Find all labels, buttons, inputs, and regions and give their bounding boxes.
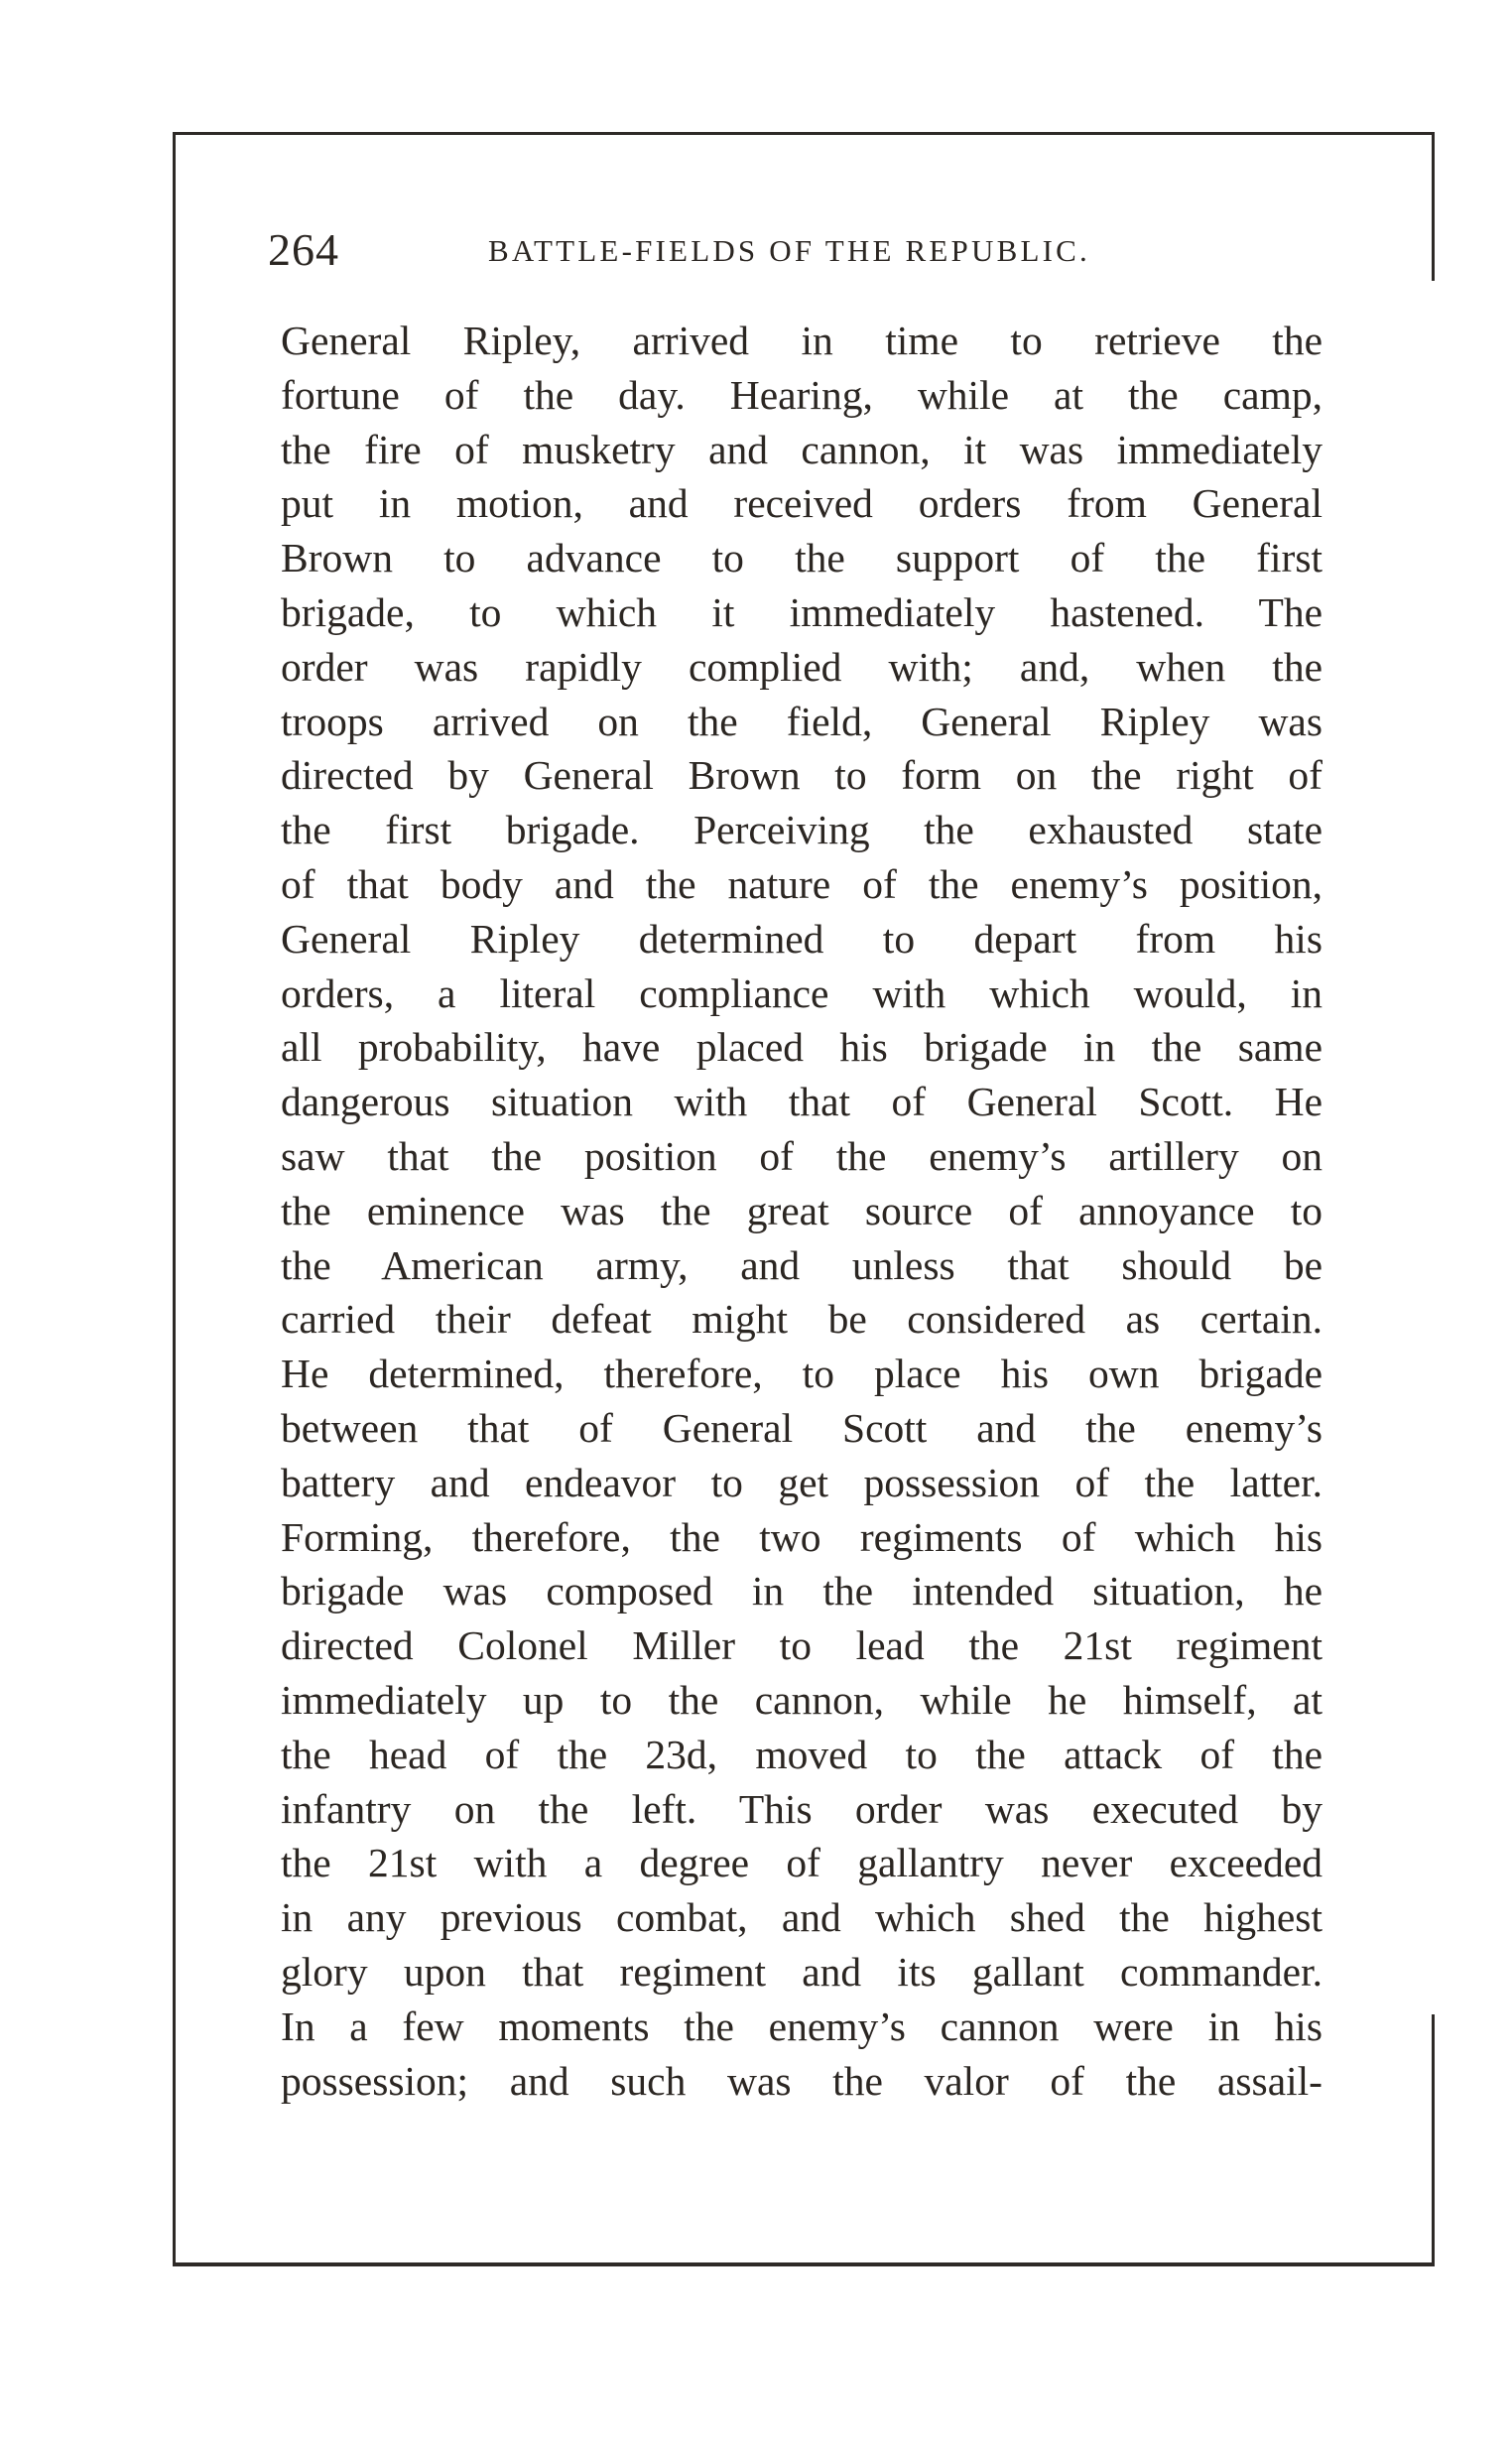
text-line: In a few moments the enemy’s cannon were in his — [281, 2002, 1323, 2049]
text-line: brigade was composed in the intended situation, he — [281, 1568, 1323, 1614]
text-line: the fire of musketry and cannon, it was immediately — [281, 426, 1323, 472]
text-line: saw that the position of the enemy’s artillery on — [281, 1132, 1323, 1179]
text-line: Forming, therefore, the two regiments of which his — [281, 1513, 1323, 1560]
text-line: dangerous situation with that of General Scott. He — [281, 1079, 1323, 1125]
text-line: between that of General Scott and the enemy’s — [281, 1404, 1323, 1451]
text-line: He determined, therefore, to place his own brigade — [281, 1351, 1323, 1397]
page-border-bottom — [173, 2262, 1435, 2266]
text-line: infantry on the left. This order was executed by — [281, 1785, 1323, 1832]
text-line: orders, a literal compliance with which would, in — [281, 969, 1323, 1016]
text-line: carried their defeat might be considered as certain. — [281, 1296, 1323, 1343]
text-line: fortune of the day. Hearing, while at the camp, — [281, 371, 1323, 418]
text-line: the 21st with a degree of gallantry never exceeded — [281, 1840, 1323, 1886]
page-header — [268, 220, 1409, 280]
text-line: the head of the 23d, moved to the attack of the — [281, 1731, 1323, 1777]
text-line: the first brigade. Perceiving the exhausted state — [281, 807, 1323, 853]
body-text — [281, 314, 1323, 2108]
text-line: the American army, and unless that should be — [281, 1241, 1323, 1288]
text-line: of that body and the nature of the enemy’s position, — [281, 860, 1323, 907]
text-line: all probability, have placed his brigade in the same — [281, 1024, 1323, 1071]
page-border-left — [173, 132, 176, 2265]
text-line: put in motion, and received orders from General — [281, 480, 1323, 527]
text-line: immediately up to the cannon, while he himself, at — [281, 1676, 1323, 1723]
page-number: 264 — [268, 224, 339, 275]
page-border-right-upper — [1432, 132, 1435, 281]
text-line: Brown to advance to the support of the first — [281, 535, 1323, 581]
text-line: General Ripley determined to depart from his — [281, 915, 1323, 962]
page-border-right-lower — [1432, 2014, 1435, 2265]
text-line: possession; and such was the valor of the assail- — [281, 2057, 1323, 2104]
text-line: General Ripley, arrived in time to retrieve the — [281, 318, 1323, 363]
text-line: directed Colonel Miller to lead the 21st regiment — [281, 1622, 1323, 1669]
text-line: battery and endeavor to get possession of the latter. — [281, 1459, 1323, 1505]
text-line: glory upon that regiment and its gallant commander. — [281, 1948, 1323, 1995]
page-border-top — [173, 132, 1435, 135]
running-head: BATTLE-FIELDS OF THE REPUBLIC. — [488, 233, 1090, 268]
text-line: directed by General Brown to form on the right of — [281, 752, 1323, 799]
text-line: the eminence was the great source of annoyance to — [281, 1187, 1323, 1233]
text-line: order was rapidly complied with; and, when the — [281, 643, 1323, 690]
text-line: brigade, to which it immediately hastened. The — [281, 588, 1323, 635]
text-line: in any previous combat, and which shed the highest — [281, 1894, 1323, 1941]
text-line: troops arrived on the field, General Ripley was — [281, 698, 1323, 744]
